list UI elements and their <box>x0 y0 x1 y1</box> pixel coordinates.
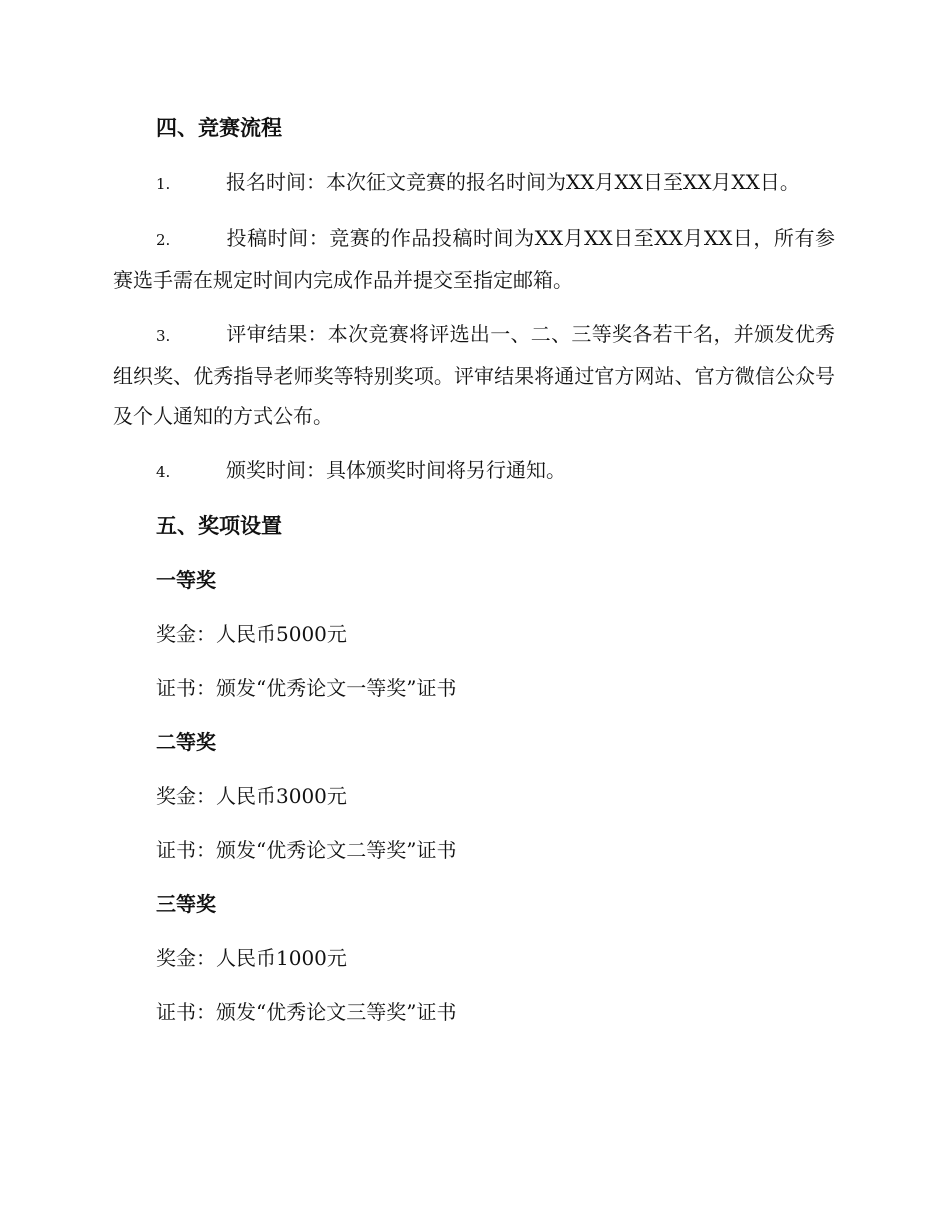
prize-second-title: 二等奖 <box>156 730 216 754</box>
item-number: 1. <box>156 175 171 193</box>
prize-first-certificate: 证书：颁发“优秀论文一等奖”证书 <box>156 676 457 700</box>
item-text: 报名时间：本次征文竞赛的报名时间为XX月XX日至XX月XX日。 <box>226 170 800 194</box>
prize-first-money: 奖金：人民币5000元 <box>156 622 347 646</box>
item-number: 4. <box>156 463 171 481</box>
prize-third-certificate: 证书：颁发“优秀论文三等奖”证书 <box>156 1000 457 1024</box>
item-number: 3. <box>156 327 171 345</box>
section-heading-competition-process: 四、竞赛流程 <box>156 115 282 140</box>
prize-third-money: 奖金：人民币1000元 <box>156 946 347 970</box>
item-text: 颁奖时间：具体颁奖时间将另行通知。 <box>226 458 566 482</box>
prize-third-title: 三等奖 <box>156 892 216 916</box>
item-text: 评审结果：本次竞赛将评选出一、二、三等奖各若干名，并颁发优秀组织奖、优秀指导老师奖等特别奖项。评审结果将通过官方网站、官方微信公众号及个人通知的方式公布。 <box>113 322 835 428</box>
prize-second-money: 奖金：人民币3000元 <box>156 784 347 808</box>
process-item-registration <box>113 162 835 204</box>
process-item-review-results <box>113 314 835 436</box>
section-heading-awards: 五、奖项设置 <box>156 513 282 538</box>
process-item-award-time <box>113 450 835 492</box>
document-content <box>113 108 835 1046</box>
prize-second-certificate: 证书：颁发“优秀论文二等奖”证书 <box>156 838 457 862</box>
process-item-submission <box>113 218 835 300</box>
item-number: 2. <box>156 231 171 249</box>
prize-first-title: 一等奖 <box>156 568 216 592</box>
item-text: 投稿时间：竞赛的作品投稿时间为XX月XX日至XX月XX日，所有参赛选手需在规定时间内完成作品并提交至指定邮箱。 <box>113 226 835 292</box>
